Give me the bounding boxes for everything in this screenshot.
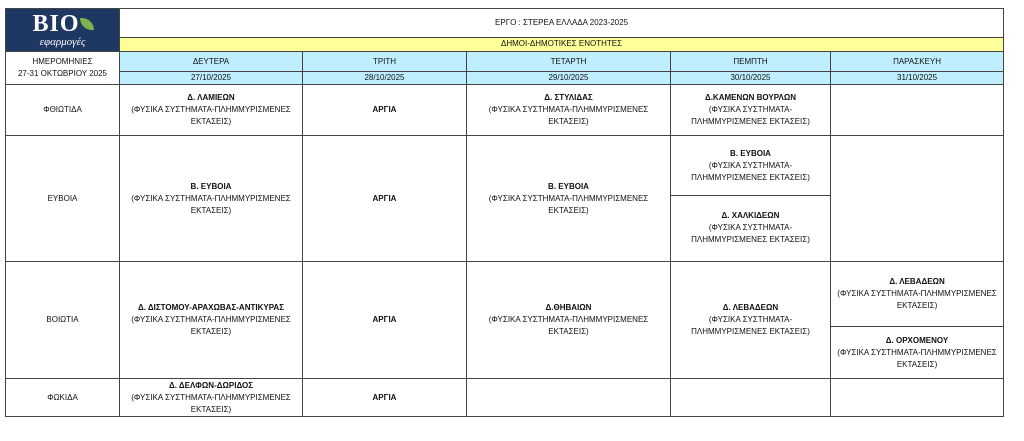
task-note: (ΦΥΣΙΚΑ ΣΥΣΤΗΜΑΤΑ-ΠΛΗΜΜΥΡΙΣΜΕΝΕΣ ΕΚΤΑΣΕΙΣ) (131, 315, 291, 337)
cell-voiotia-monday (120, 261, 303, 378)
date-tuesday: 28/10/2025 (303, 72, 467, 85)
logo-sub-text: εφαρμογές (39, 35, 86, 48)
municipality-name: Β. ΕΥΒΟΙΑ (190, 181, 232, 191)
schedule-table (5, 8, 1004, 417)
project-title: ΕΡΓΟ : ΣΤΕΡΕΑ ΕΛΛΑΔΑ 2023-2025 (120, 9, 1004, 38)
leaf-icon (79, 16, 93, 32)
cell-voiotia-tuesday (303, 261, 467, 378)
holiday-label: ΑΡΓΙΑ (372, 392, 397, 402)
cell-fthiotida-friday (831, 85, 1004, 136)
cell-evia-thursday-b (671, 195, 831, 261)
dates-range: 27-31 ΟΚΤΩΒΡΙΟΥ 2025 (17, 69, 108, 79)
municipality-name: Δ. ΧΑΛΚΙΔΕΩΝ (721, 211, 780, 221)
municipality-name: Δ. ΟΡΧΟΜΕΝΟΥ (885, 335, 949, 345)
task-note: (ΦΥΣΙΚΑ ΣΥΣΤΗΜΑΤΑ-ΠΛΗΜΜΥΡΙΣΜΕΝΕΣ ΕΚΤΑΣΕΙΣ) (837, 289, 997, 311)
task-note: (ΦΥΣΙΚΑ ΣΥΣΤΗΜΑΤΑ-ΠΛΗΜΜΥΡΙΣΜΕΝΕΣ ΕΚΤΑΣΕΙΣ) (691, 223, 810, 245)
task-note: (ΦΥΣΙΚΑ ΣΥΣΤΗΜΑΤΑ-ΠΛΗΜΜΥΡΙΣΜΕΝΕΣ ΕΚΤΑΣΕΙΣ) (691, 315, 810, 337)
date-wednesday: 29/10/2025 (467, 72, 671, 85)
region-evia: ΕΥΒΟΙΑ (6, 136, 120, 261)
region-fthiotida: ΦΘΙΩΤΙΔΑ (6, 85, 120, 136)
cell-fokida-monday (120, 379, 303, 417)
cell-fokida-friday (831, 379, 1004, 417)
region-voiotia: ΒΟΙΩΤΙΑ (6, 261, 120, 378)
task-note: (ΦΥΣΙΚΑ ΣΥΣΤΗΜΑΤΑ-ΠΛΗΜΜΥΡΙΣΜΕΝΕΣ ΕΚΤΑΣΕΙΣ) (691, 160, 810, 182)
task-note: (ΦΥΣΙΚΑ ΣΥΣΤΗΜΑΤΑ-ΠΛΗΜΜΥΡΙΣΜΕΝΕΣ ΕΚΤΑΣΕΙΣ) (488, 105, 649, 127)
cell-evia-thursday-a (671, 136, 831, 195)
task-note: (ΦΥΣΙΚΑ ΣΥΣΤΗΜΑΤΑ-ΠΛΗΜΜΥΡΙΣΜΕΝΕΣ ΕΚΤΑΣΕΙΣ) (131, 392, 291, 414)
municipality-name: Β. ΕΥΒΟΙΑ (730, 148, 771, 158)
cell-fthiotida-monday (120, 85, 303, 136)
holiday-label: ΑΡΓΙΑ (372, 193, 397, 203)
cell-fokida-thursday (671, 379, 831, 417)
task-note: (ΦΥΣΙΚΑ ΣΥΣΤΗΜΑΤΑ-ΠΛΗΜΜΥΡΙΣΜΕΝΕΣ ΕΚΤΑΣΕΙΣ) (131, 193, 291, 215)
municipality-name: Δ. ΛΕΒΑΔΕΩΝ (722, 303, 779, 313)
day-header-thursday: ΠΕΜΠΤΗ (671, 51, 831, 71)
municipality-name: Δ. ΛΑΜΙΕΩΝ (187, 93, 235, 103)
municipality-name: Δ. ΣΤΥΛΙΔΑΣ (544, 93, 593, 103)
cell-voiotia-thursday (671, 261, 831, 378)
dates-label: ΗΜΕΡΟΜΗΝΙΕΣ (32, 57, 93, 67)
section-subtitle: ΔΗΜΟΙ-ΔΗΜΟΤΙΚΕΣ ΕΝΟΤΗΤΕΣ (120, 37, 1004, 51)
date-thursday: 30/10/2025 (671, 72, 831, 85)
cell-evia-wednesday (467, 136, 671, 261)
dates-header (6, 51, 120, 85)
task-note: (ΦΥΣΙΚΑ ΣΥΣΤΗΜΑΤΑ-ΠΛΗΜΜΥΡΙΣΜΕΝΕΣ ΕΚΤΑΣΕΙΣ) (488, 315, 649, 337)
holiday-label: ΑΡΓΙΑ (372, 315, 397, 325)
cell-evia-tuesday (303, 136, 467, 261)
cell-fokida-wednesday (467, 379, 671, 417)
day-header-monday: ΔΕΥΤΕΡΑ (120, 51, 303, 71)
municipality-name: Β. ΕΥΒΟΙΑ (548, 181, 589, 191)
logo-main-text: BIO (32, 10, 80, 37)
municipality-name: Δ.ΚΑΜΕΝΩΝ ΒΟΥΡΛΩΝ (704, 93, 797, 103)
logo (6, 9, 120, 52)
day-header-wednesday: ΤΕΤΑΡΤΗ (467, 51, 671, 71)
cell-voiotia-friday-a (831, 261, 1004, 326)
task-note: (ΦΥΣΙΚΑ ΣΥΣΤΗΜΑΤΑ-ΠΛΗΜΜΥΡΙΣΜΕΝΕΣ ΕΚΤΑΣΕΙΣ) (691, 105, 810, 127)
cell-voiotia-friday-b (831, 327, 1004, 379)
task-note: (ΦΥΣΙΚΑ ΣΥΣΤΗΜΑΤΑ-ΠΛΗΜΜΥΡΙΣΜΕΝΕΣ ΕΚΤΑΣΕΙΣ) (488, 193, 649, 215)
task-note: (ΦΥΣΙΚΑ ΣΥΣΤΗΜΑΤΑ-ΠΛΗΜΜΥΡΙΣΜΕΝΕΣ ΕΚΤΑΣΕΙΣ) (131, 105, 291, 127)
cell-fthiotida-tuesday (303, 85, 467, 136)
cell-fthiotida-wednesday (467, 85, 671, 136)
date-friday: 31/10/2025 (831, 72, 1004, 85)
task-note: (ΦΥΣΙΚΑ ΣΥΣΤΗΜΑΤΑ-ΠΛΗΜΜΥΡΙΣΜΕΝΕΣ ΕΚΤΑΣΕΙΣ) (837, 347, 997, 369)
cell-fokida-tuesday (303, 379, 467, 417)
municipality-name: Δ. ΛΕΒΑΔΕΩΝ (889, 277, 945, 287)
day-header-friday: ΠΑΡΑΣΚΕΥΗ (831, 51, 1004, 71)
day-header-tuesday: ΤΡΙΤΗ (303, 51, 467, 71)
cell-voiotia-wednesday (467, 261, 671, 378)
municipality-name: Δ.ΘΗΒΑΙΩΝ (545, 303, 592, 313)
date-monday: 27/10/2025 (120, 72, 303, 85)
region-fokida: ΦΩΚΙΔΑ (6, 379, 120, 417)
cell-evia-monday (120, 136, 303, 261)
cell-evia-friday (831, 136, 1004, 261)
municipality-name: Δ. ΔΕΛΦΩΝ-ΔΩΡΙΔΟΣ (168, 380, 254, 390)
holiday-label: ΑΡΓΙΑ (372, 105, 397, 115)
municipality-name: Δ. ΔΙΣΤΟΜΟΥ-ΑΡΑΧΩΒΑΣ-ΑΝΤΙΚΥΡΑΣ (137, 303, 285, 313)
cell-fthiotida-thursday (671, 85, 831, 136)
